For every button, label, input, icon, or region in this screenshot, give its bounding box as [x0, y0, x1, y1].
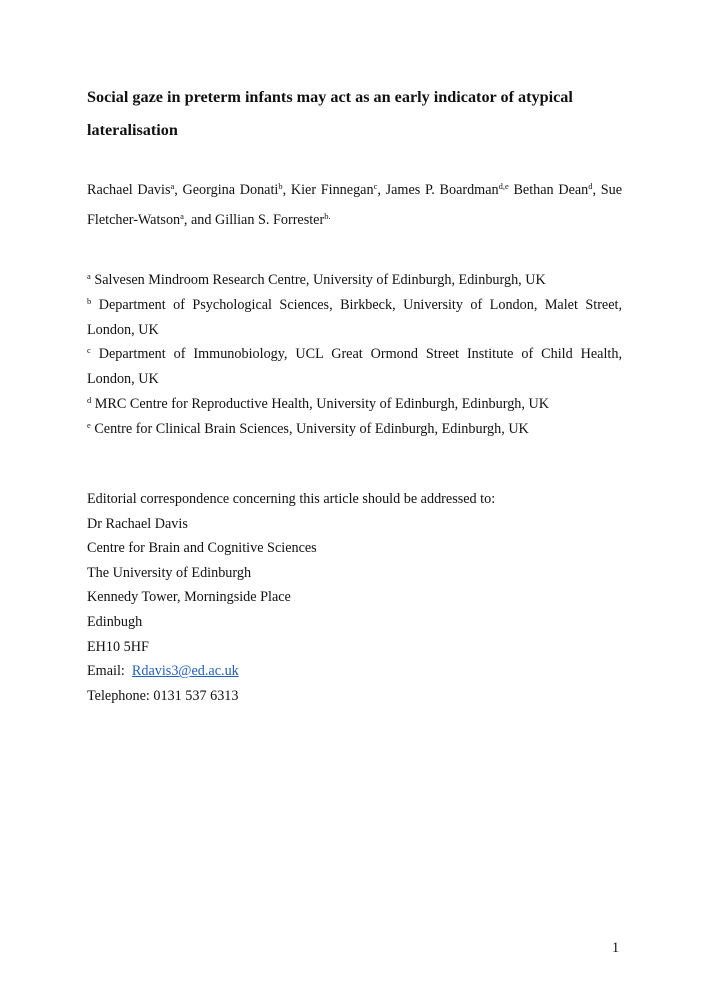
author-affil-marker: a	[170, 181, 175, 191]
email-label: Email:	[87, 663, 125, 680]
correspondence-name: Dr Rachael Davis	[87, 515, 188, 532]
author: Kier Finnegan$^c$,	[290, 181, 386, 198]
affiliation-marker: b	[87, 295, 92, 306]
affiliation: $^c$ Department of Immunobiology, UCL Great Ormond Street Institute of Child Health, London, UK	[87, 345, 622, 388]
author: Gillian S. Forrester$^{b.}$	[215, 211, 331, 228]
author: Bethan Dean$^d$,	[513, 181, 601, 198]
author-affil-marker: b	[278, 181, 283, 191]
author-list	[87, 175, 622, 235]
affiliation-marker: a	[87, 271, 91, 281]
affiliation-marker: d	[87, 394, 92, 405]
correspondence-city: Edinbugh	[87, 613, 143, 630]
page-number: 1	[612, 940, 620, 956]
author: James P. Boardman$^{d,e}$	[385, 181, 509, 198]
paper-title: Social gaze in preterm infants may act as an early indicator of atypical lateralisation	[87, 88, 573, 139]
correspondence-postcode: EH10 5HF	[87, 638, 149, 655]
correspondence-email	[87, 659, 622, 684]
affiliation-marker: e	[87, 419, 91, 430]
author: Rachael Davis$^a$,	[87, 181, 183, 198]
affiliation: $^a$ Salvesen Mindroom Research Centre, University of Edinburgh, Edinburgh, UK	[87, 271, 546, 288]
author-affil-marker: d	[588, 181, 593, 191]
author-affil-marker: c	[373, 181, 378, 191]
email-link[interactable]: Rdavis3@ed.ac.uk	[131, 663, 239, 680]
author-affil-marker: d,e	[498, 181, 509, 191]
author-affil-marker: b.	[324, 211, 331, 221]
correspondence-street: Kennedy Tower, Morningside Place	[87, 589, 291, 606]
correspondence-department: Centre for Brain and Cognitive Sciences	[87, 540, 317, 557]
affiliation: $^d$ MRC Centre for Reproductive Health, University of Edinburgh, Edinburgh, UK	[87, 394, 549, 412]
correspondence-phone: Telephone: 0131 537 6313	[87, 687, 239, 704]
affiliation-marker: c	[87, 345, 91, 356]
correspondence-institution: The University of Edinburgh	[87, 564, 252, 581]
correspondence-intro: Editorial correspondence concerning this article should be addressed to:	[87, 491, 496, 507]
author-affil-marker: a	[180, 211, 184, 221]
author: Sue Fletcher-Watson$^a$, and	[87, 182, 623, 228]
affiliation-list	[87, 268, 622, 442]
affiliation: $^e$ Centre for Clinical Brain Sciences, University of Edinburgh, Edinburgh, UK	[87, 419, 529, 437]
author: Georgina Donati$^b$,	[182, 181, 291, 198]
correspondence-block	[87, 487, 622, 708]
affiliation: $^b$ Department of Psychological Sciences, Birkbeck, University of London, Malet Street, London, UK	[87, 295, 622, 338]
